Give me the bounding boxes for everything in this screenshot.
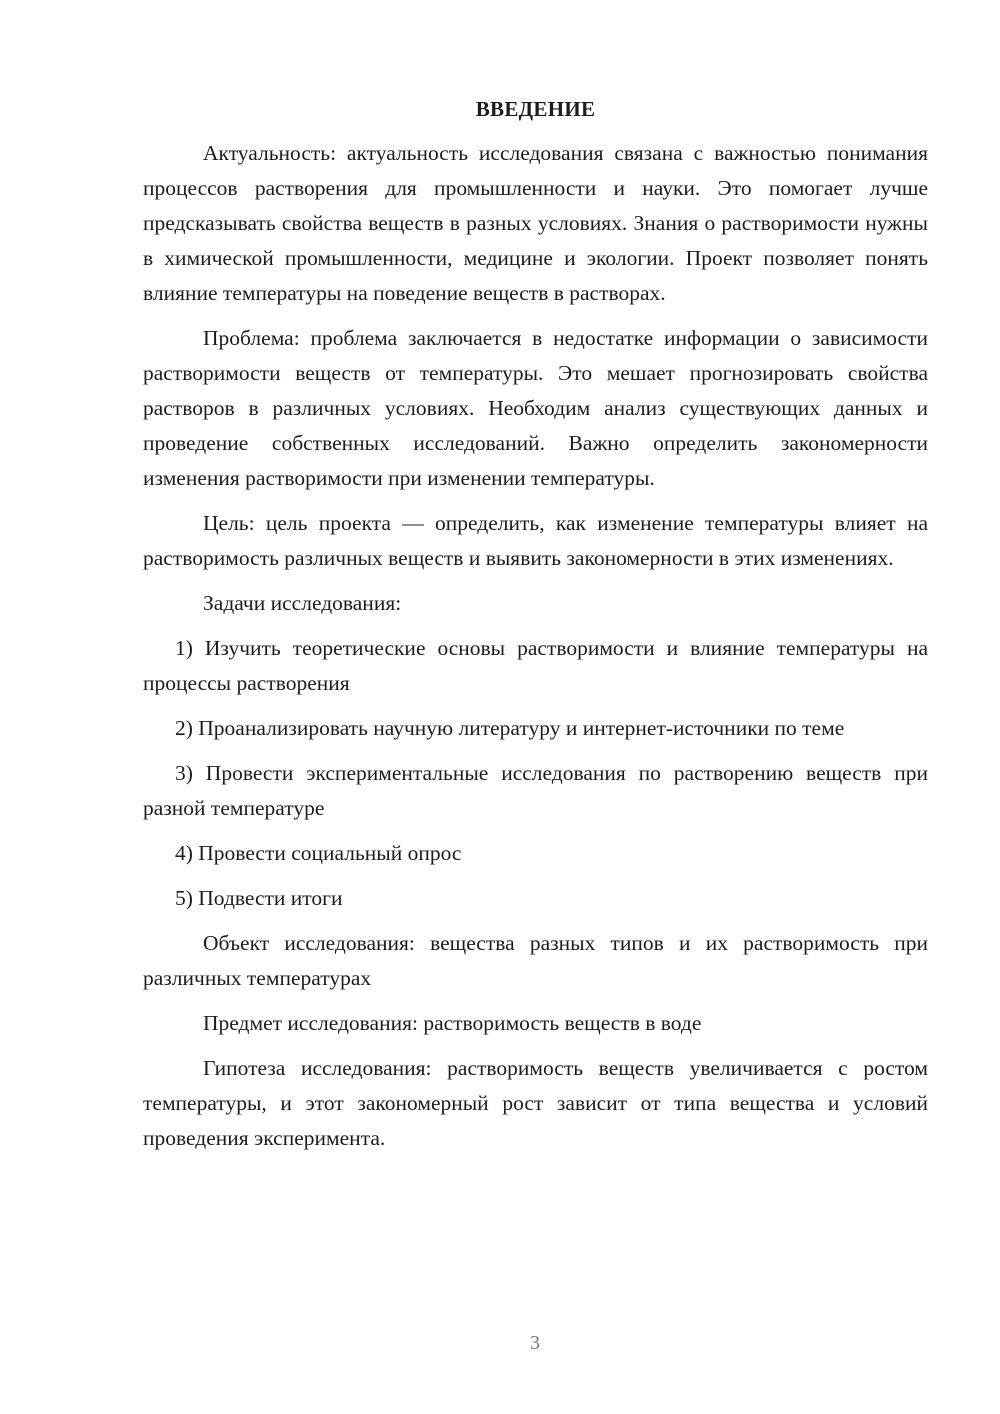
relevance-paragraph: Актуальность: актуальность исследования связана с важностью понимания процессов растворения для промышленности и науки. Это помогает лучше предсказывать свойства веществ в разных условиях. Знания о растворимости нужны в химической промышленности, медицине и экологии. Проект позволяет понять влияние температуры на поведение веществ в растворах. [143,141,928,305]
page-content [143,92,928,1166]
page-number: 3 [530,1332,540,1354]
goal-paragraph: Цель: цель проекта — определить, как изменение температуры влияет на растворимость различных веществ и выявить закономерности в этих изменениях. [143,511,928,570]
task-item: 1) Изучить теоретические основы растворимости и влияние температуры на процессы растворения [143,636,928,695]
task-item: 5) Подвести итоги [175,886,343,910]
object-paragraph: Объект исследования: вещества разных типов и их растворимость при различных температурах [143,931,928,990]
task-item: 3) Провести экспериментальные исследования по растворению веществ при разной температуре [143,761,928,820]
subject-paragraph: Предмет исследования: растворимость веществ в воде [203,1011,702,1035]
task-item: 2) Проанализировать научную литературу и интернет-источники по теме [175,716,845,740]
tasks-title: Задачи исследования: [203,591,402,615]
task-item: 4) Провести социальный опрос [175,841,462,865]
hypothesis-paragraph: Гипотеза исследования: растворимость веществ увеличивается с ростом температуры, и этот закономерный рост зависит от типа вещества и условий проведения эксперимента. [143,1056,928,1150]
problem-paragraph: Проблема: проблема заключается в недостатке информации о зависимости растворимости веществ от температуры. Это мешает прогнозировать свойства растворов в различных условиях. Необходим анализ существующих данных и проведение собственных исследований. Важно определить закономерности изменения растворимости при изменении температуры. [143,326,928,490]
section-heading: ВВЕДЕНИЕ [475,97,596,121]
